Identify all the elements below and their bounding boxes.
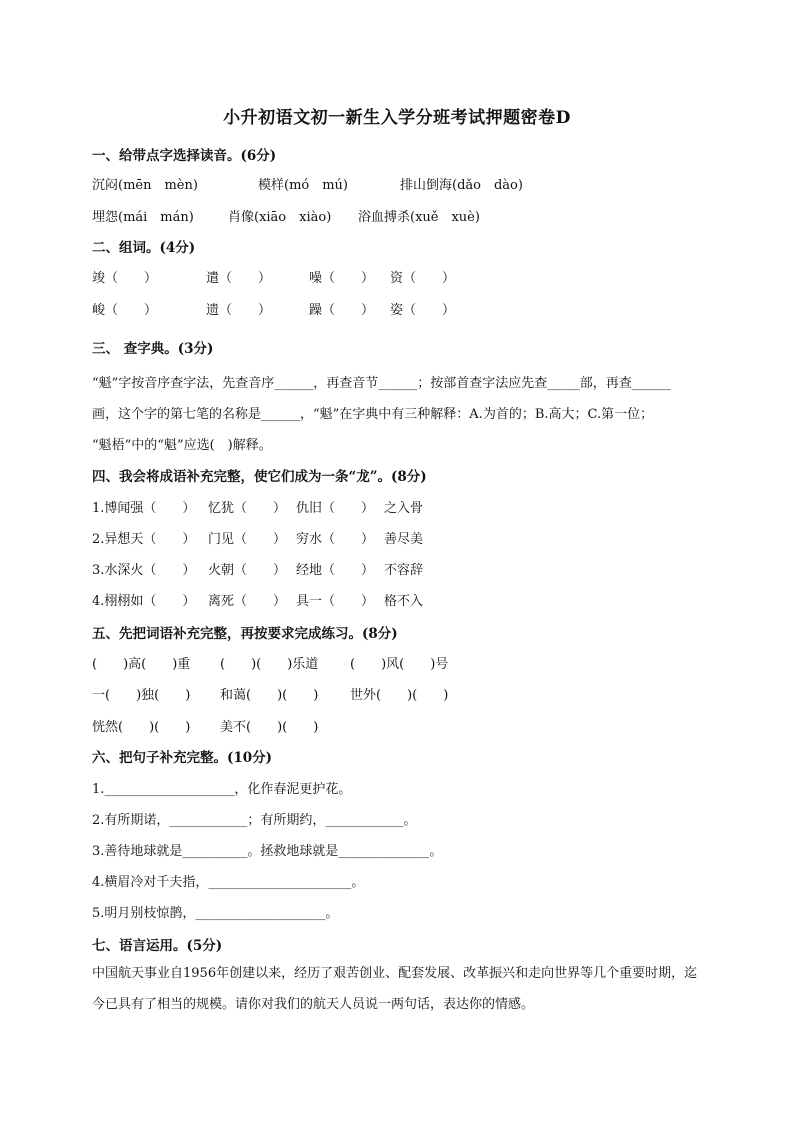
section-3-line-3: “魁梧”中的“魁”应选( )解释。 (92, 438, 272, 453)
section-6-heading: 六、把句子补充完整。(10分) (92, 750, 273, 766)
word-item: 峻（ ） (92, 303, 158, 318)
idiom-part: 4.栩栩如（ ） (92, 594, 196, 609)
section-7-paragraph: 中国航天事业自1956年创建以来，经历了艰苦创业、配套发展、改革振兴和走向世界等几个重要时期，迄今已具有了相当的规模。请你对我们的航天人员说一两句话，表达你的情感。 (92, 966, 698, 1012)
word-blank-item: 恍然( )( ) (92, 720, 191, 735)
idiom-part: 火朝（ ） (208, 563, 287, 578)
section-3-heading: 三、 查字典。(3分) (92, 341, 214, 357)
pinyin-item: 排山倒海(dǎo dào) (400, 178, 523, 193)
sentence-item: 2.有所期诺，____________；有所期约，____________。 (92, 813, 417, 828)
section-5-heading: 五、先把词语补充完整，再按要求完成练习。(8分) (92, 626, 398, 642)
section-7-heading: 七、语言运用。(5分) (92, 938, 223, 954)
pinyin-item: 浴血搏杀(xuě xuè) (358, 210, 480, 225)
idiom-part: 离死（ ） (208, 594, 287, 609)
idiom-part: 格不入 (384, 594, 424, 609)
word-item: 竣（ ） (92, 271, 158, 286)
pinyin-item: 沉闷(mēn mèn) (92, 178, 198, 193)
word-blank-item: ( )( )乐道 (220, 657, 319, 672)
idiom-part: 2.异想天（ ） (92, 532, 196, 547)
idiom-part: 不容辞 (384, 563, 424, 578)
idiom-part: 善尽美 (384, 532, 424, 547)
word-blank-item: ( )风( )号 (350, 657, 449, 672)
section-1-heading: 一、给带点字选择读音。(6分) (92, 148, 277, 164)
idiom-part: 1.博闻强（ ） (92, 501, 196, 516)
word-blank-item: 世外( )( ) (350, 688, 449, 703)
section-3-line-1: “魁”字按音序查字法，先查音序______，再查音节______；按部首查字法应先查_____部，再查______ (92, 376, 671, 391)
pinyin-item: 模样(mó mú) (258, 178, 348, 193)
idiom-part: 经地（ ） (296, 563, 375, 578)
sentence-item: 1.____________________，化作春泥更护花。 (92, 782, 352, 797)
idiom-part: 3.水深火（ ） (92, 563, 196, 578)
pinyin-item: 埋怨(mái mán) (92, 210, 194, 225)
section-2-heading: 二、组词。(4分) (92, 240, 196, 256)
sentence-item: 5.明月别枝惊鹊，____________________。 (92, 906, 339, 921)
word-blank-item: ( )高( )重 (92, 657, 191, 672)
word-item: 遗（ ） (206, 303, 272, 318)
idiom-part: 仇旧（ ） (296, 501, 375, 516)
sentence-item: 4.横眉冷对千夫指，______________________。 (92, 875, 365, 890)
section-4-heading: 四、我会将成语补充完整，使它们成为一条“龙”。(8分) (92, 469, 427, 485)
idiom-part: 门见（ ） (208, 532, 287, 547)
idiom-part: 具一（ ） (296, 594, 375, 609)
idiom-part: 忆犹（ ） (208, 501, 287, 516)
idiom-part: 之入骨 (384, 501, 424, 516)
word-item: 遣（ ） (206, 271, 272, 286)
word-item: 资（ ） (390, 271, 456, 286)
sentence-item: 3.善待地球就是__________。拯救地球就是______________。 (92, 844, 443, 859)
page-title: 小升初语文初一新生入学分班考试押题密卷D (223, 108, 571, 128)
word-blank-item: 和蔼( )( ) (220, 688, 319, 703)
word-blank-item: 一( )独( ) (92, 688, 191, 703)
idiom-part: 穷水（ ） (296, 532, 375, 547)
section-3-line-2: 画，这个字的第七笔的名称是______，“魁”在字典中有三种解释：A.为首的；B.高大；C.第一位； (92, 407, 654, 422)
word-blank-item: 美不( )( ) (220, 720, 319, 735)
word-item: 姿（ ） (390, 303, 456, 318)
pinyin-item: 肖像(xiāo xiào) (228, 210, 332, 225)
word-item: 噪（ ） (309, 271, 375, 286)
word-item: 躁（ ） (309, 303, 375, 318)
